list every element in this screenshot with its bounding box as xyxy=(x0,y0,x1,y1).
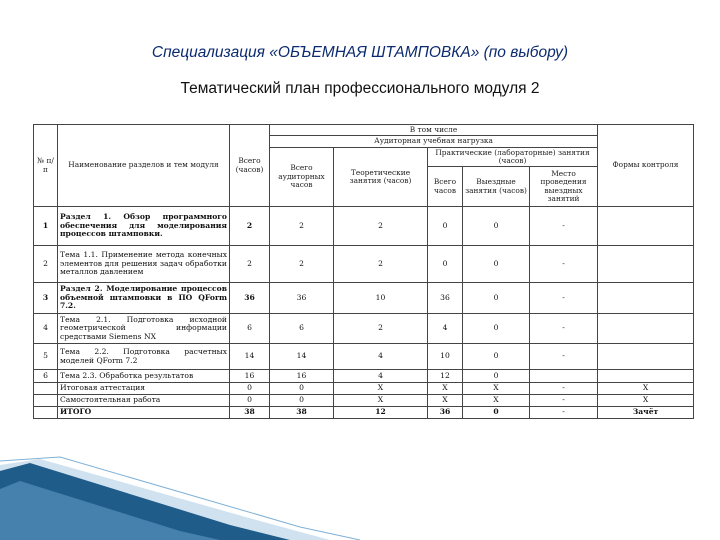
cell-place: - xyxy=(530,395,598,407)
cell-pr-exit: X xyxy=(463,383,530,395)
cell-total: 0 xyxy=(230,395,270,407)
table-row xyxy=(34,395,694,407)
cell-place: - xyxy=(530,344,598,370)
cell-pr-total: X xyxy=(428,395,463,407)
cell-control xyxy=(598,370,694,383)
cell-name: Раздел 1. Обзор программного обеспечения для моделирования процессов штамповки. xyxy=(58,207,230,246)
cell-total: 2 xyxy=(230,246,270,283)
cell-name: Тема 2.3. Обработка результатов xyxy=(58,370,230,383)
cell-name: Самостоятельная работа xyxy=(58,395,230,407)
table-row xyxy=(34,370,694,383)
cell-num xyxy=(34,407,58,419)
cell-theory: X xyxy=(334,395,428,407)
header-aud: Аудиторная учебная нагрузка xyxy=(270,136,598,147)
cell-total: 38 xyxy=(230,407,270,419)
thematic-plan-table xyxy=(33,124,694,419)
cell-name: Раздел 2. Моделирование процессов объемной штамповки в ПО QForm 7.2. xyxy=(58,283,230,314)
cell-num: 4 xyxy=(34,314,58,344)
cell-place: - xyxy=(530,314,598,344)
cell-theory: 2 xyxy=(334,246,428,283)
cell-control xyxy=(598,246,694,283)
slide-title: Специализация «ОБЪЕМНАЯ ШТАМПОВКА» (по выбору) xyxy=(151,44,569,61)
table-row xyxy=(34,314,694,344)
cell-num: 3 xyxy=(34,283,58,314)
cell-pr-total: 4 xyxy=(428,314,463,344)
cell-num: 1 xyxy=(34,207,58,246)
cell-num: 2 xyxy=(34,246,58,283)
cell-pr-total: 12 xyxy=(428,370,463,383)
cell-theory: 12 xyxy=(334,407,428,419)
cell-num: 5 xyxy=(34,344,58,370)
cell-aud: 2 xyxy=(270,246,334,283)
cell-pr-exit: 0 xyxy=(463,407,530,419)
cell-num xyxy=(34,395,58,407)
cell-place: - xyxy=(530,207,598,246)
cell-pr-total: 36 xyxy=(428,283,463,314)
cell-pr-exit: 0 xyxy=(463,314,530,344)
cell-num xyxy=(34,383,58,395)
cell-place: - xyxy=(530,407,598,419)
slide-subtitle: Тематический план профессионального модуля 2 xyxy=(180,80,540,97)
cell-total: 6 xyxy=(230,314,270,344)
cell-control xyxy=(598,283,694,314)
cell-name: Тема 2.2. Подготовка расчетных моделей QForm 7.2 xyxy=(58,344,230,370)
cell-pr-exit: 0 xyxy=(463,344,530,370)
header-practice: Практические (лабораторные) занятия (часов) xyxy=(428,147,598,167)
cell-pr-total: 36 xyxy=(428,407,463,419)
cell-total: 2 xyxy=(230,207,270,246)
cell-theory: 4 xyxy=(334,344,428,370)
cell-aud: 16 xyxy=(270,370,334,383)
cell-control xyxy=(598,314,694,344)
header-name: Наименование разделов и тем модуля xyxy=(58,125,230,207)
cell-pr-total: X xyxy=(428,383,463,395)
header-aud-total: Всего аудиторных часов xyxy=(270,147,334,207)
cell-name: ИТОГО xyxy=(58,407,230,419)
cell-pr-exit: X xyxy=(463,395,530,407)
cell-pr-exit: 0 xyxy=(463,207,530,246)
cell-pr-total: 0 xyxy=(428,207,463,246)
cell-num: 6 xyxy=(34,370,58,383)
cell-control: Зачёт xyxy=(598,407,694,419)
cell-name: Итоговая аттестация xyxy=(58,383,230,395)
header-incl: В том числе xyxy=(270,125,598,136)
table-row xyxy=(34,344,694,370)
cell-control xyxy=(598,207,694,246)
cell-theory: 10 xyxy=(334,283,428,314)
cell-control: X xyxy=(598,383,694,395)
header-theory: Теоретические занятия (часов) xyxy=(334,147,428,207)
header-total: Всего (часов) xyxy=(230,125,270,207)
header-pr-exit: Выездные занятия (часов) xyxy=(463,167,530,207)
cell-total: 16 xyxy=(230,370,270,383)
cell-pr-exit: 0 xyxy=(463,283,530,314)
table-row-total xyxy=(34,407,694,419)
header-control: Формы контроля xyxy=(598,125,694,207)
cell-theory: 2 xyxy=(334,314,428,344)
cell-control: X xyxy=(598,395,694,407)
cell-place: - xyxy=(530,383,598,395)
header-pr-total: Всего часов xyxy=(428,167,463,207)
cell-place: - xyxy=(530,246,598,283)
cell-aud: 36 xyxy=(270,283,334,314)
cell-aud: 2 xyxy=(270,207,334,246)
cell-pr-total: 0 xyxy=(428,246,463,283)
cell-control xyxy=(598,344,694,370)
cell-place xyxy=(530,370,598,383)
cell-aud: 0 xyxy=(270,383,334,395)
cell-total: 36 xyxy=(230,283,270,314)
cell-aud: 6 xyxy=(270,314,334,344)
decorative-wave xyxy=(0,455,720,540)
cell-theory: 2 xyxy=(334,207,428,246)
cell-theory: X xyxy=(334,383,428,395)
header-pr-place: Место проведения выездных занятий xyxy=(530,167,598,207)
cell-total: 14 xyxy=(230,344,270,370)
cell-name: Тема 2.1. Подготовка исходной геометрической информации средствами Siemens NX xyxy=(58,314,230,344)
cell-pr-total: 10 xyxy=(428,344,463,370)
cell-aud: 38 xyxy=(270,407,334,419)
cell-theory: 4 xyxy=(334,370,428,383)
cell-aud: 14 xyxy=(270,344,334,370)
cell-aud: 0 xyxy=(270,395,334,407)
cell-name: Тема 1.1. Применение метода конечных элементов для решения задач обработки металлов давлением xyxy=(58,246,230,283)
header-num: № п/п xyxy=(34,125,58,207)
cell-total: 0 xyxy=(230,383,270,395)
table-row xyxy=(34,246,694,283)
cell-pr-exit: 0 xyxy=(463,246,530,283)
table-row xyxy=(34,207,694,246)
table-row xyxy=(34,383,694,395)
cell-pr-exit: 0 xyxy=(463,370,530,383)
cell-place: - xyxy=(530,283,598,314)
table-row xyxy=(34,283,694,314)
